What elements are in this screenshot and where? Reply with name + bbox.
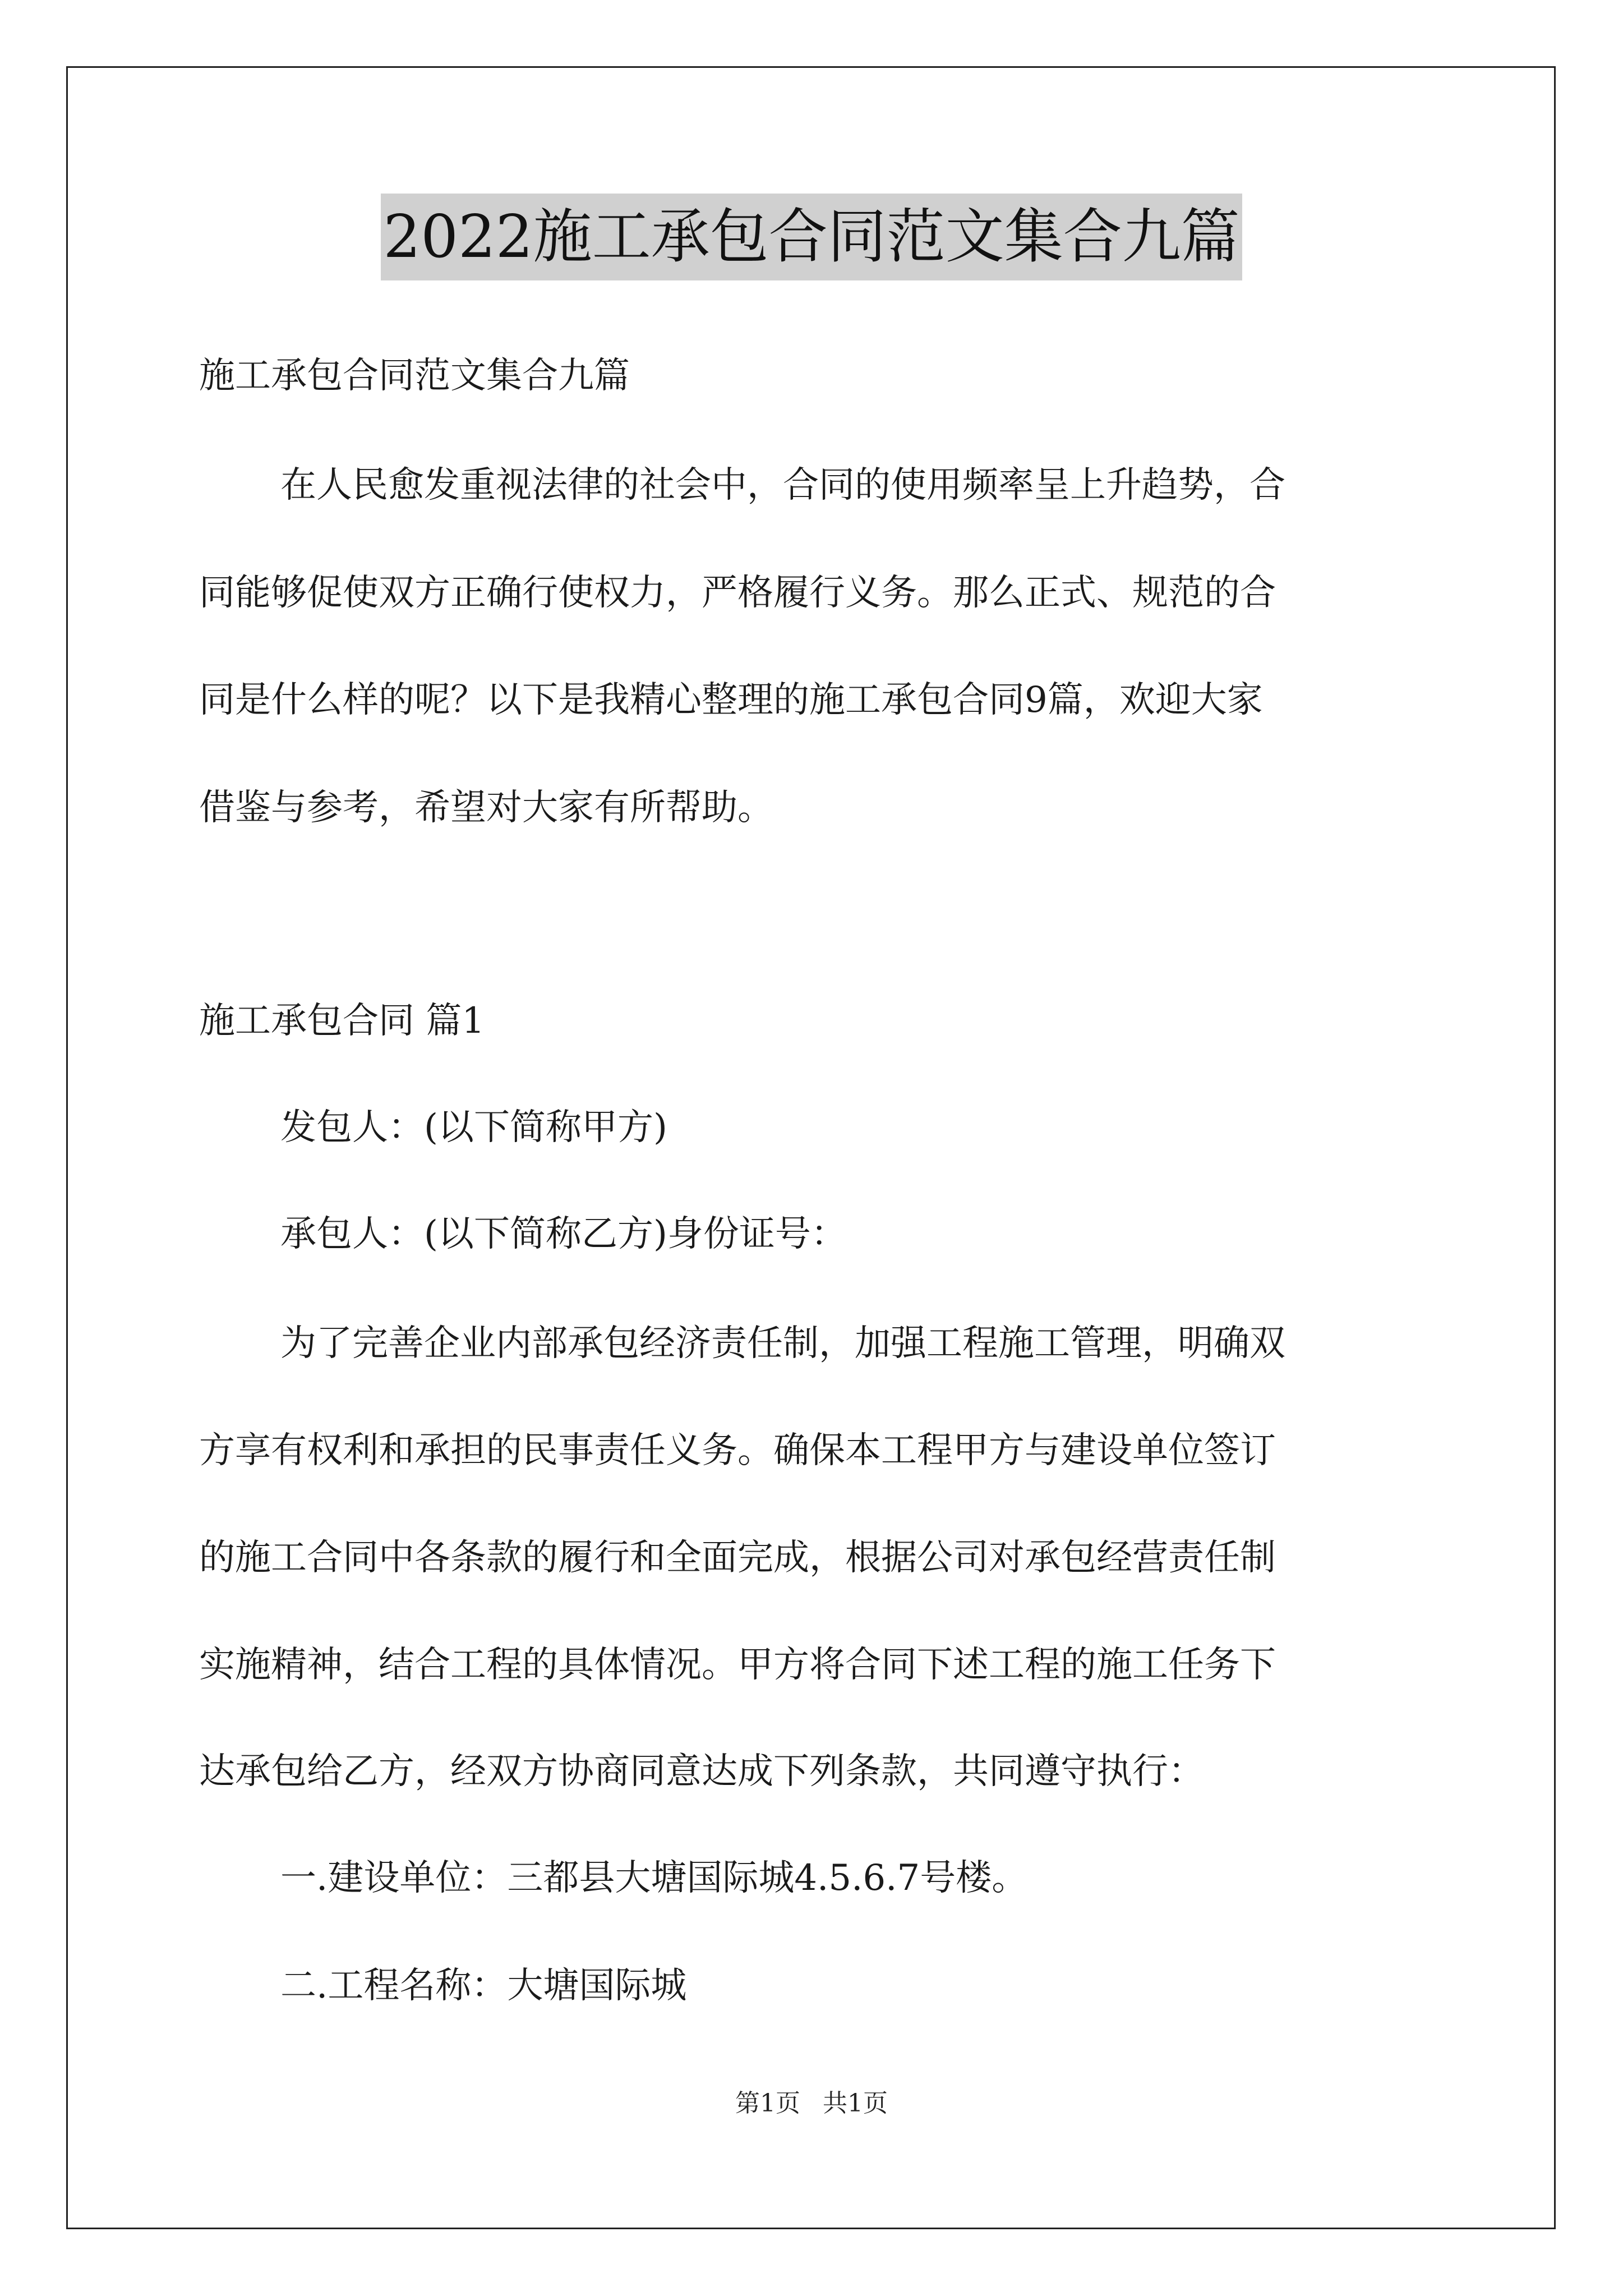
intro-line-3: 同是什么样的呢？以下是我精心整理的施工承包合同9篇，欢迎大家	[199, 679, 1263, 721]
page-footer	[0, 2087, 1623, 2120]
contractor-line: 承包人：(以下简称乙方)身份证号：	[280, 1213, 847, 1255]
intro-line-1: 在人民愈发重视法律的社会中，合同的使用频率呈上升趋势，合	[280, 464, 1285, 506]
intro-line-4: 借鉴与参考，希望对大家有所帮助。	[199, 787, 773, 829]
purpose-line-4: 实施精神，结合工程的具体情况。甲方将合同下述工程的施工任务下	[199, 1644, 1276, 1686]
section-heading: 施工承包合同 篇1	[199, 1000, 485, 1042]
title-container	[0, 194, 1623, 280]
document-subtitle: 施工承包合同范文集合九篇	[199, 355, 630, 397]
item-1-construction-unit: 一.建设单位：三都县大塘国际城4.5.6.7号楼。	[280, 1857, 1028, 1899]
document-title: 2022施工承包合同范文集合九篇	[381, 194, 1242, 280]
page-number-current: 第1页	[735, 2089, 800, 2118]
intro-line-2: 同能够促使双方正确行使权力，严格履行义务。那么正式、规范的合	[199, 572, 1276, 614]
purpose-line-2: 方享有权利和承担的民事责任义务。确保本工程甲方与建设单位签订	[199, 1430, 1276, 1471]
purpose-line-3: 的施工合同中各条款的履行和全面完成，根据公司对承包经营责任制	[199, 1537, 1276, 1579]
purpose-line-1: 为了完善企业内部承包经济责任制，加强工程施工管理，明确双	[280, 1323, 1285, 1364]
purpose-line-5: 达承包给乙方，经双方协商同意达成下列条款，共同遵守执行：	[199, 1751, 1204, 1792]
page-number-total: 共1页	[823, 2089, 888, 2118]
item-2-project-name: 二.工程名称：大塘国际城	[280, 1965, 687, 2007]
employer-line: 发包人：(以下简称甲方)	[280, 1107, 667, 1148]
